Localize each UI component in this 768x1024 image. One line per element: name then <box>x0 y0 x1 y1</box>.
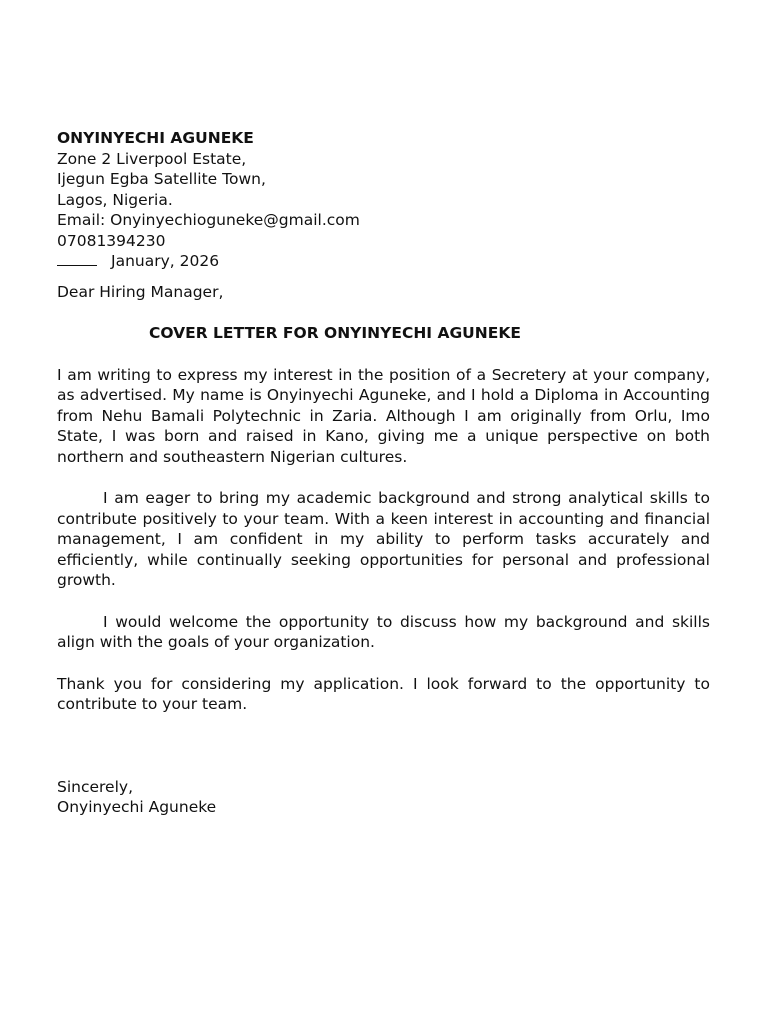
sender-address-line1: Zone 2 Liverpool Estate, <box>57 149 247 168</box>
salutation: Dear Hiring Manager, <box>57 282 224 301</box>
body-paragraph-4: Thank you for considering my application. I look forward to the opportunity to contribute to your team. <box>57 674 710 713</box>
date-blank-line <box>57 251 97 266</box>
cover-letter <box>57 128 710 818</box>
sender-phone: 07081394230 <box>57 231 166 250</box>
closing: Sincerely, <box>57 777 134 796</box>
letter-date: January, 2026 <box>111 252 220 270</box>
letter-date-row <box>57 251 710 272</box>
body-paragraph-3: I would welcome the opportunity to discuss how my background and skills align with the goals of your organization. <box>57 612 710 651</box>
body-paragraph-1: I am writing to express my interest in the position of a Secretery at your company, as advertised. My name is Onyinyechi Aguneke, and I hold a Diploma in Accounting from Nehu Bamali Polytechnic in Zaria. Although I am originally from Orlu, Imo State, I was born and raised in Kano, giving me a unique perspective on both northern and southeastern Nigerian cultures. <box>57 365 710 466</box>
body-paragraph-2: I am eager to bring my academic background and strong analytical skills to contribute positively to your team. With a keen interest in accounting and financial management, I am confident in my ability to perform tasks accurately and efficiently, while continually seeking opportunities for personal and professional growth. <box>57 489 710 589</box>
letter-subject: COVER LETTER FOR ONYINYECHI AGUNEKE <box>149 324 521 342</box>
signature-name: Onyinyechi Aguneke <box>57 798 217 816</box>
sender-email: Email: Onyinyechioguneke@gmail.com <box>57 211 360 229</box>
sender-name: ONYINYECHI AGUNEKE <box>57 129 254 147</box>
sender-address-line3: Lagos, Nigeria. <box>57 190 173 209</box>
sender-address-line2: Ijegun Egba Satellite Town, <box>57 170 266 188</box>
